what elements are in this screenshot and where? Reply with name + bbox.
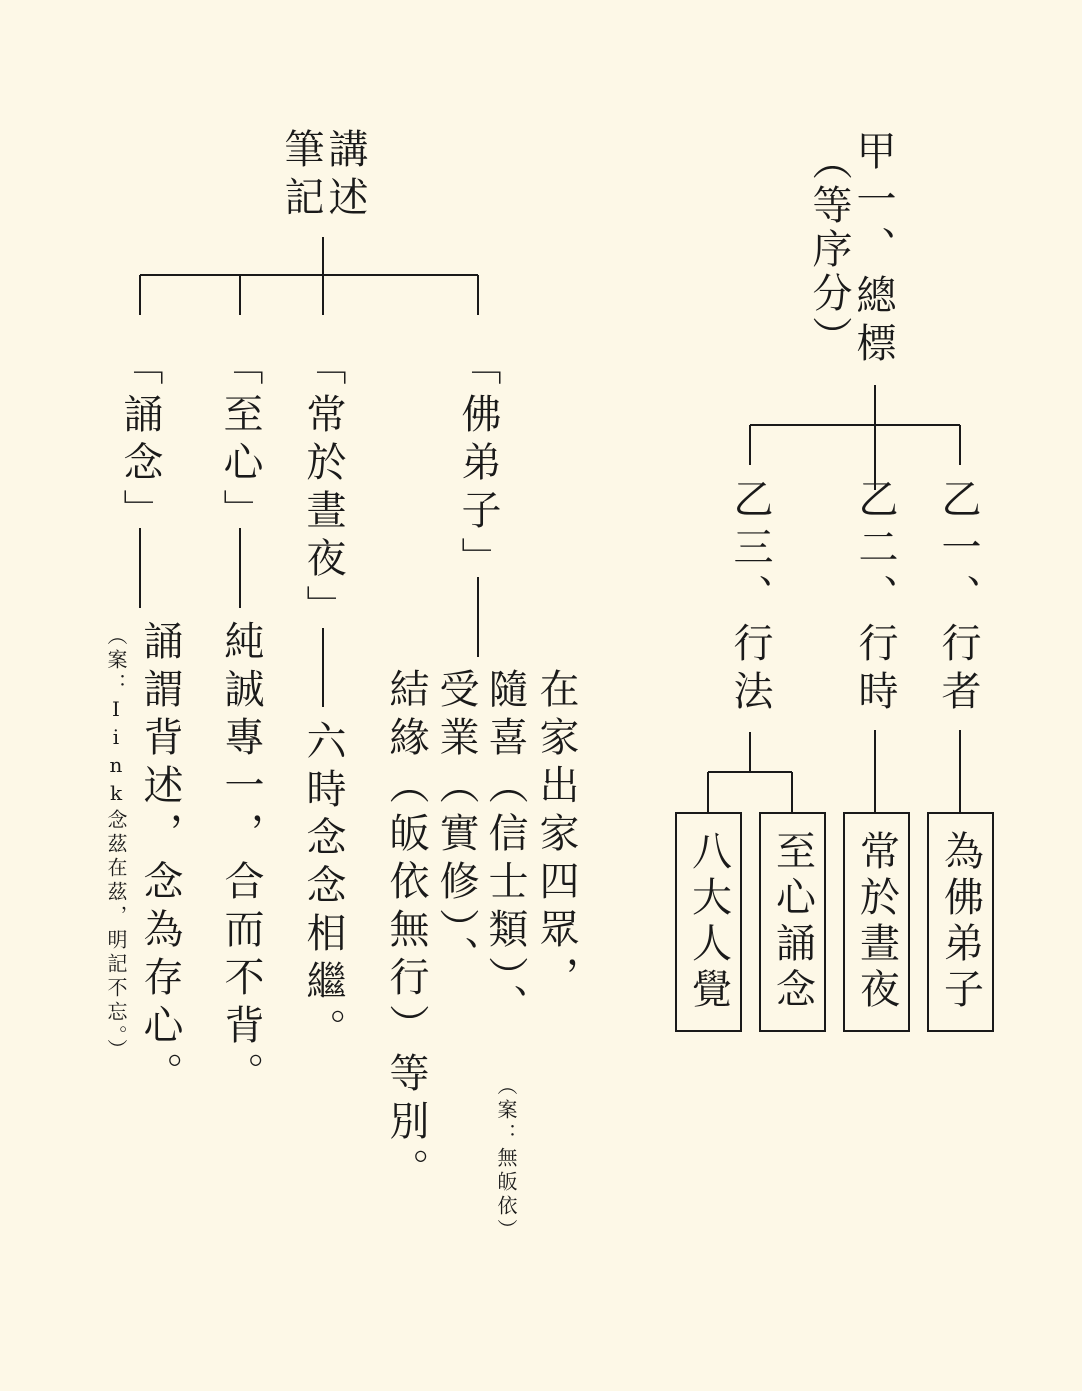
leaf-label: 至心誦念	[769, 830, 816, 1014]
note-body-line: 六時念念相繼。	[300, 720, 346, 1056]
leaf-box-zhixinsongnian	[759, 812, 826, 1032]
leaf-label: 常於晝夜	[853, 830, 900, 1014]
notes-header-col1: 講述	[322, 128, 368, 224]
note-body-line: 在家出家四眾，	[533, 668, 579, 1004]
notes-header-col2: 筆記	[278, 128, 324, 224]
note-body-line: 純誠專一，合而不背。	[218, 620, 264, 1100]
note-term-songnian: 「誦念」	[117, 345, 163, 537]
note-term-zhixin: 「至心」	[217, 345, 263, 537]
note-body-line: 誦謂背述，念為存心。	[137, 620, 183, 1100]
note-body-line: 受業（實修）、	[433, 668, 479, 984]
leaf-box-changyuzhouye	[843, 812, 910, 1032]
node-xingshi: 乙二、行時	[852, 478, 898, 718]
note-body-line: 隨喜（信士類）、	[482, 668, 528, 1032]
section-subtitle: （等序分）	[806, 140, 852, 360]
leaf-label: 為佛弟子	[937, 830, 984, 1014]
leaf-box-badarenjue	[675, 812, 742, 1032]
note-annotation: （案：無皈依）	[494, 1075, 518, 1243]
node-xingzhe: 乙一、行者	[935, 478, 981, 718]
section-title: 甲一、總標	[850, 130, 896, 370]
note-body-line: 結緣（皈依無行）等別。	[383, 668, 429, 1196]
leaf-label: 八大人覺	[685, 830, 732, 1014]
note-term-fodizi: 「佛弟子」	[455, 345, 501, 585]
leaf-box-weifodizi	[927, 812, 994, 1032]
note-annotation: （案：Iink念茲在茲，明記不忘。）	[104, 625, 128, 1063]
note-term-changyuzhouye: 「常於晝夜」	[300, 345, 346, 633]
node-xingfa: 乙三、行法	[727, 478, 773, 718]
